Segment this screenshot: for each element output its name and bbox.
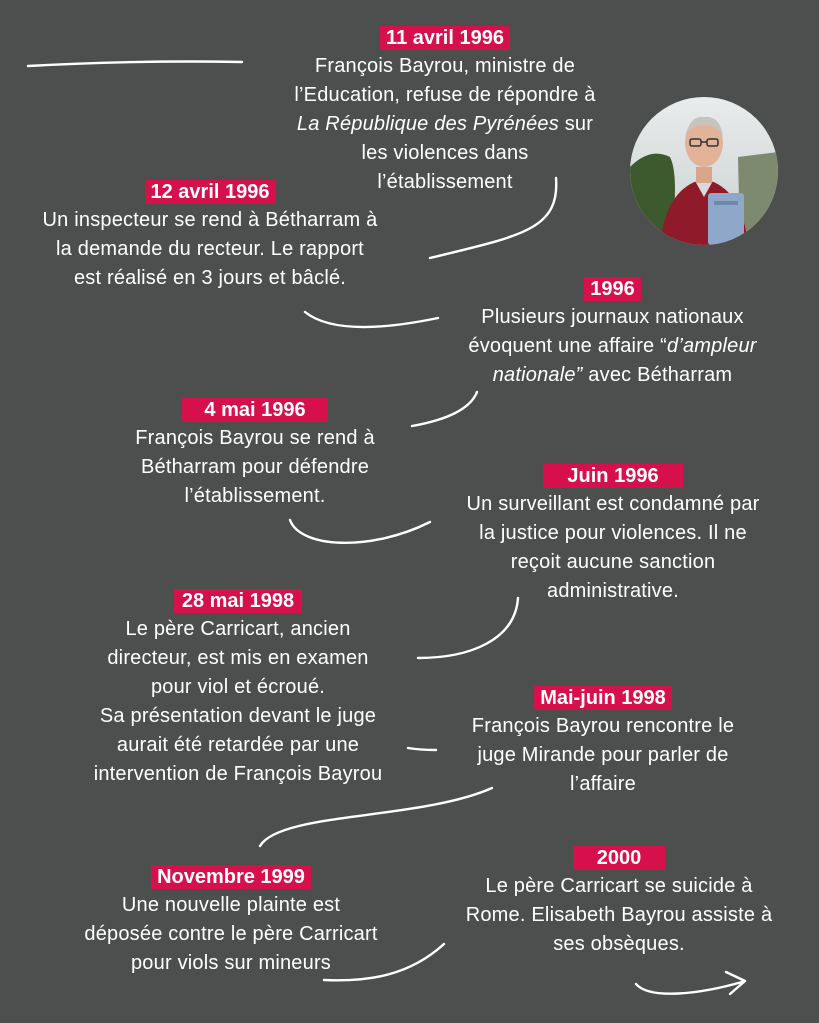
event-date: 2000 bbox=[573, 846, 666, 870]
event-date: 28 mai 1998 bbox=[174, 589, 302, 613]
event-date: 4 mai 1996 bbox=[182, 398, 327, 422]
event-date: 12 avril 1996 bbox=[145, 180, 276, 204]
event-12-avril-1996 bbox=[0, 180, 420, 293]
event-2000 bbox=[438, 846, 800, 959]
event-11-avril-1996 bbox=[270, 26, 620, 197]
connector-4 bbox=[290, 520, 430, 543]
event-description: François Bayrou rencontre le juge Mirande pour parler de l’affaire bbox=[471, 715, 735, 795]
event-description: Le père Carricart se suicide à Rome. Elisabeth Bayrou assiste à ses obsèques. bbox=[465, 875, 773, 955]
event-4-mai-1996 bbox=[90, 398, 420, 511]
event-date: 1996 bbox=[584, 277, 641, 301]
event-28-mai-1998 bbox=[58, 589, 418, 789]
event-description: Le père Carricart, ancien directeur, est mis en examen pour viol et écroué. Sa présentation devant le juge aurait été retardée par une intervention de François Bayrou bbox=[93, 618, 383, 785]
connector-3 bbox=[412, 392, 477, 426]
event-novembre-1999 bbox=[48, 865, 414, 978]
event-description: François Bayrou, ministre de l’Education, refuse de répondre à La République des Pyrénées sur les violences dans l’établissement bbox=[294, 55, 596, 193]
event-mai-juin-1998 bbox=[440, 686, 766, 799]
connector-top-left bbox=[28, 62, 242, 67]
arrow-head-icon bbox=[726, 972, 745, 994]
event-date: 11 avril 1996 bbox=[380, 26, 510, 50]
connector-2 bbox=[305, 312, 438, 327]
event-1996 bbox=[430, 277, 795, 390]
event-date: Mai-juin 1998 bbox=[534, 686, 672, 710]
portrait-photo bbox=[630, 97, 778, 245]
connector-end-arrow bbox=[636, 982, 742, 994]
event-description: Plusieurs journaux nationaux évoquent une affaire “d’ampleur nationale” avec Bétharram bbox=[468, 306, 757, 386]
event-date: Novembre 1999 bbox=[151, 865, 311, 889]
event-juin-1996 bbox=[432, 464, 794, 606]
event-description: Un inspecteur se rend à Bétharram à la demande du recteur. Le rapport est réalisé en 3 jours et bâclé. bbox=[42, 209, 378, 289]
event-description: Une nouvelle plainte est déposée contre le père Carricart pour viols sur mineurs bbox=[84, 894, 378, 974]
event-description: Un surveillant est condamné par la justice pour violences. Il ne reçoit aucune sanction administrative. bbox=[466, 493, 760, 602]
event-description: François Bayrou se rend à Bétharram pour défendre l’établissement. bbox=[135, 427, 375, 507]
connector-5 bbox=[418, 598, 518, 658]
event-date: Juin 1996 bbox=[543, 464, 682, 488]
